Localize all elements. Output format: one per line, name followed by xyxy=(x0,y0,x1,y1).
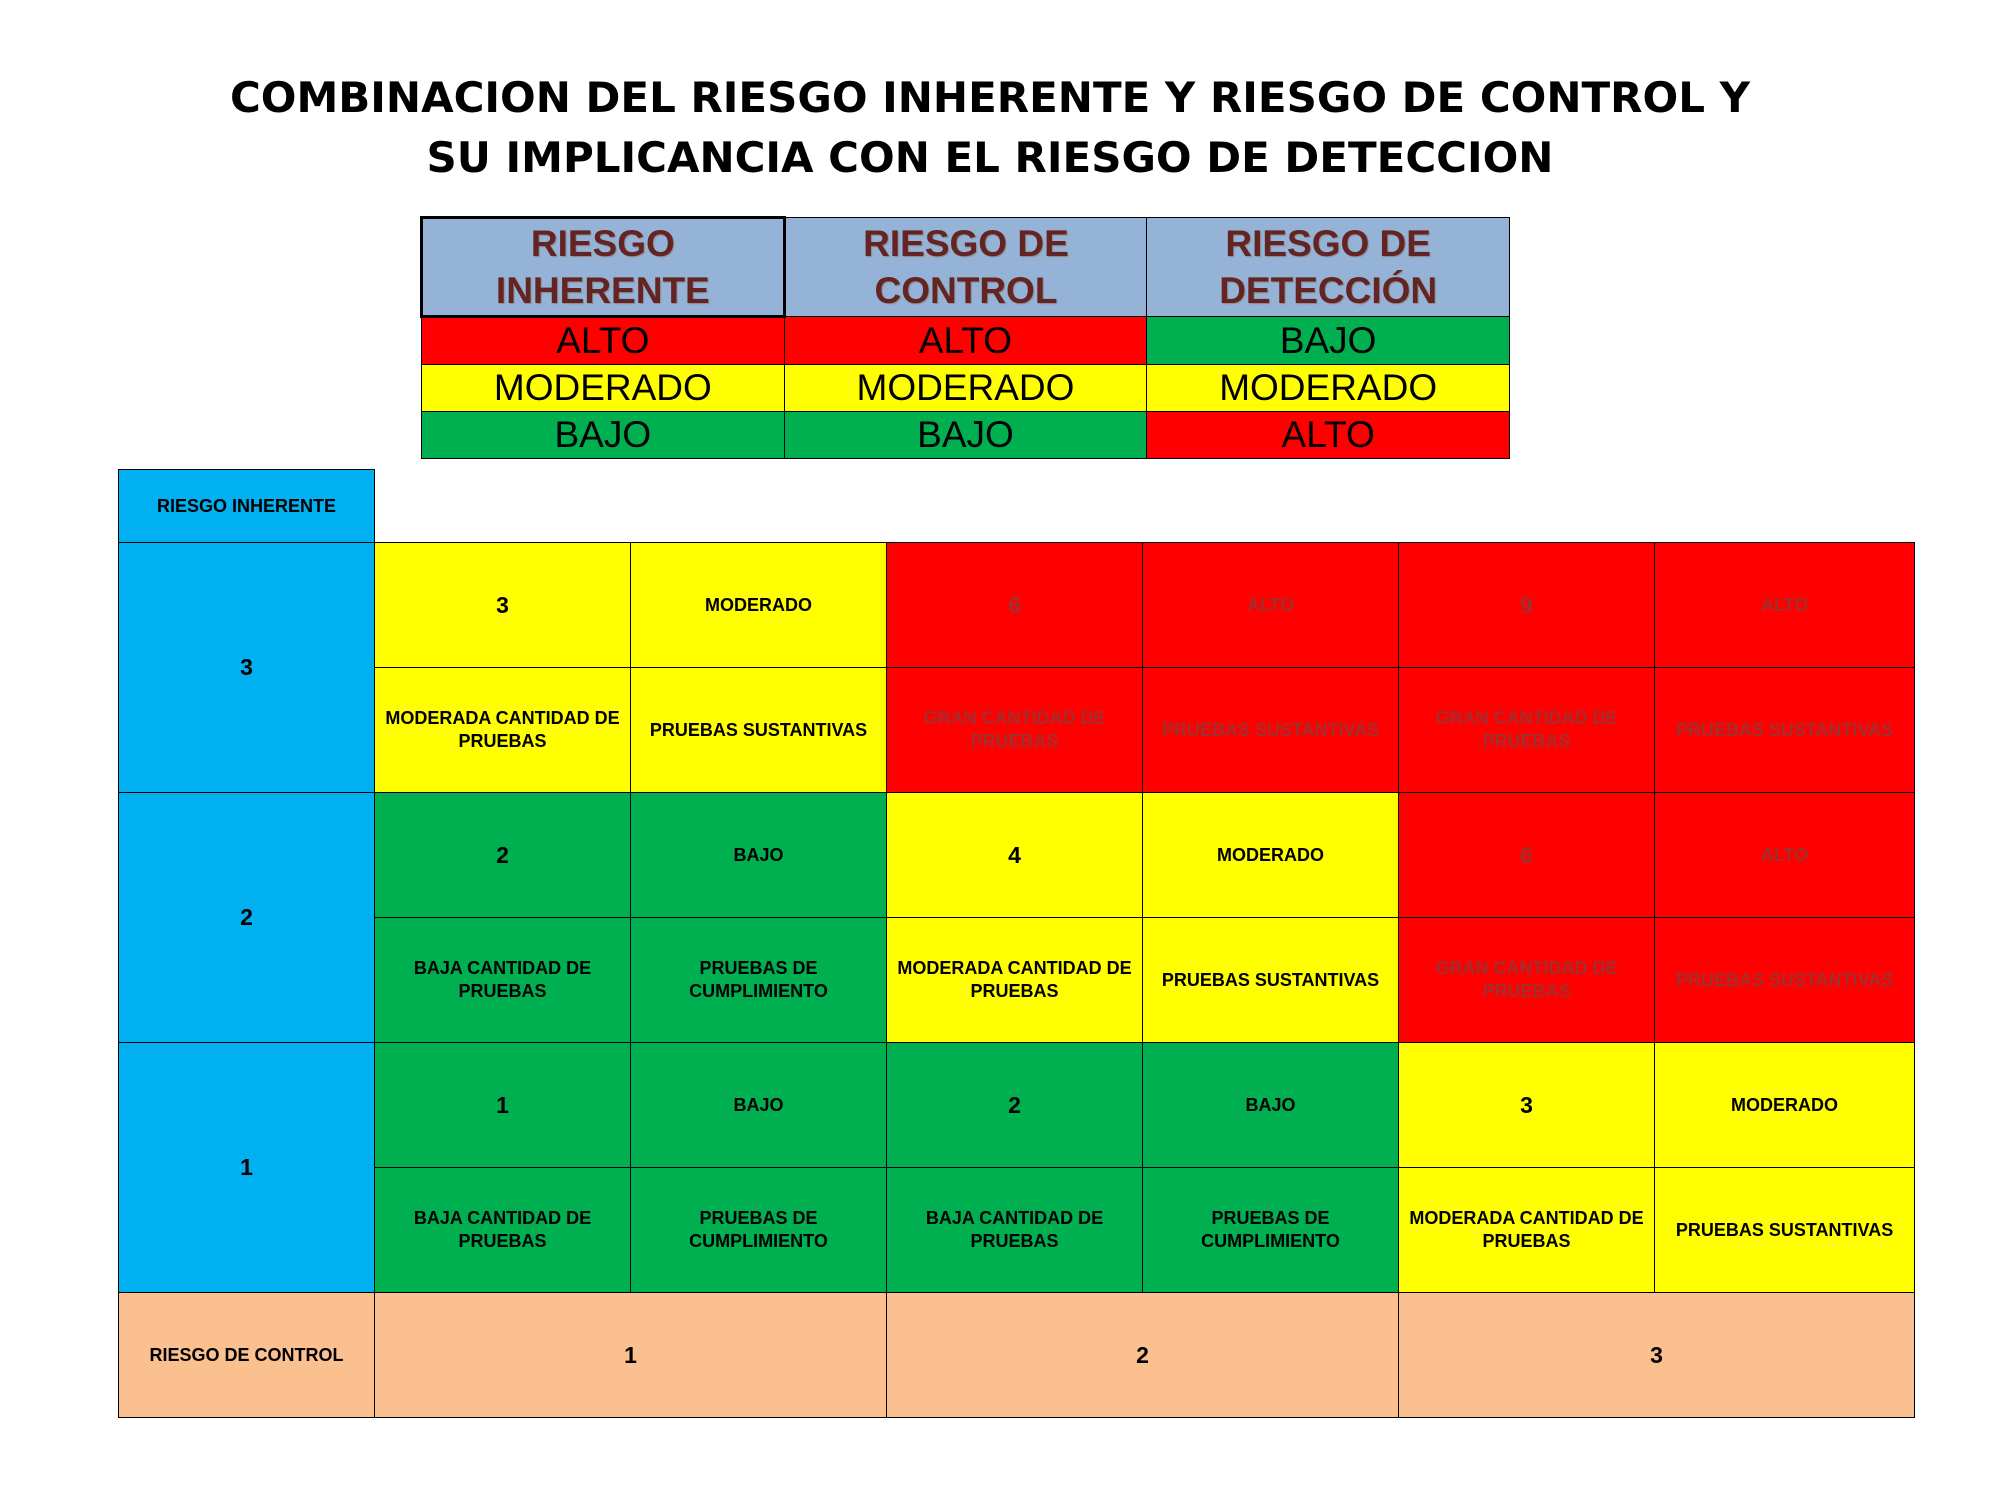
matrix-row-inherent-2-score xyxy=(119,793,1915,918)
title-line-2: SU IMPLICANCIA CON EL RIESGO DE DETECCION xyxy=(426,133,1554,182)
risk-legend-table xyxy=(420,216,1510,459)
matrix-level: BAJO xyxy=(631,1043,887,1168)
page-title xyxy=(0,68,1980,188)
matrix-level: MODERADO xyxy=(631,543,887,668)
matrix-test-amount: MODERADA CANTIDAD DE PRUEBAS xyxy=(1399,1168,1655,1293)
matrix-test-type: PRUEBAS DE CUMPLIMIENTO xyxy=(631,918,887,1043)
matrix-score: 4 xyxy=(887,793,1143,918)
matrix-score: 3 xyxy=(1399,1043,1655,1168)
matrix-level: BAJO xyxy=(1143,1043,1399,1168)
matrix-test-type: PRUEBAS DE CUMPLIMIENTO xyxy=(631,1168,887,1293)
matrix-test-amount: BAJA CANTIDAD DE PRUEBAS xyxy=(375,1168,631,1293)
legend-row xyxy=(422,317,1510,365)
title-line-1: COMBINACION DEL RIESGO INHERENTE Y RIESGO DE CONTROL Y xyxy=(229,73,1751,122)
matrix-level: MODERADO xyxy=(1143,793,1399,918)
legend-cell: MODERADO xyxy=(422,365,785,412)
legend-header-detection: RIESGO DE DETECCIÓN xyxy=(1147,218,1510,317)
legend-header-inherent: RIESGO INHERENTE xyxy=(422,218,785,317)
legend-cell: BAJO xyxy=(422,412,785,459)
matrix-level: ALTO xyxy=(1655,543,1915,668)
matrix-test-amount: MODERADA CANTIDAD DE PRUEBAS xyxy=(375,668,631,793)
matrix-test-amount: GRAN CANTIDAD DE PRUEBAS xyxy=(1399,668,1655,793)
inherent-level-1: 1 xyxy=(119,1043,375,1293)
matrix-test-amount: GRAN CANTIDAD DE PRUEBAS xyxy=(887,668,1143,793)
matrix-level: ALTO xyxy=(1655,793,1915,918)
legend-cell: MODERADO xyxy=(784,365,1147,412)
matrix-score: 3 xyxy=(375,543,631,668)
control-risk-label: RIESGO DE CONTROL xyxy=(119,1293,375,1418)
legend-header-row xyxy=(422,218,1510,317)
matrix-score: 9 xyxy=(1399,543,1655,668)
matrix-test-type: PRUEBAS DE CUMPLIMIENTO xyxy=(1143,1168,1399,1293)
matrix-row-inherent-3-score xyxy=(119,543,1915,668)
matrix-test-type: PRUEBAS SUSTANTIVAS xyxy=(1143,918,1399,1043)
matrix-test-amount: GRAN CANTIDAD DE PRUEBAS xyxy=(1399,918,1655,1043)
matrix-footer-row xyxy=(119,1293,1915,1418)
legend-row xyxy=(422,365,1510,412)
matrix-header-blank xyxy=(375,470,1915,543)
matrix-test-type: PRUEBAS SUSTANTIVAS xyxy=(1143,668,1399,793)
control-level-1: 1 xyxy=(375,1293,887,1418)
matrix-test-amount: BAJA CANTIDAD DE PRUEBAS xyxy=(375,918,631,1043)
control-level-2: 2 xyxy=(887,1293,1399,1418)
inherent-level-2: 2 xyxy=(119,793,375,1043)
risk-matrix-table xyxy=(118,469,1915,1418)
legend-cell: BAJO xyxy=(784,412,1147,459)
control-level-3: 3 xyxy=(1399,1293,1915,1418)
matrix-test-type: PRUEBAS SUSTANTIVAS xyxy=(631,668,887,793)
matrix-level: ALTO xyxy=(1143,543,1399,668)
matrix-score: 6 xyxy=(1399,793,1655,918)
matrix-level: MODERADO xyxy=(1655,1043,1915,1168)
legend-cell: BAJO xyxy=(1147,317,1510,365)
matrix-row-inherent-1-tests xyxy=(119,1168,1915,1293)
matrix-header-row xyxy=(119,470,1915,543)
matrix-test-amount: MODERADA CANTIDAD DE PRUEBAS xyxy=(887,918,1143,1043)
matrix-score: 6 xyxy=(887,543,1143,668)
matrix-score: 2 xyxy=(887,1043,1143,1168)
legend-cell: ALTO xyxy=(784,317,1147,365)
matrix-test-type: PRUEBAS SUSTANTIVAS xyxy=(1655,1168,1915,1293)
matrix-test-type: PRUEBAS SUSTANTIVAS xyxy=(1655,668,1915,793)
legend-cell: ALTO xyxy=(422,317,785,365)
matrix-row-inherent-3-tests xyxy=(119,668,1915,793)
legend-row xyxy=(422,412,1510,459)
inherent-level-3: 3 xyxy=(119,543,375,793)
matrix-row-inherent-2-tests xyxy=(119,918,1915,1043)
matrix-row-inherent-1-score xyxy=(119,1043,1915,1168)
matrix-score: 2 xyxy=(375,793,631,918)
inherent-risk-label: RIESGO INHERENTE xyxy=(119,470,375,543)
matrix-score: 1 xyxy=(375,1043,631,1168)
matrix-test-amount: BAJA CANTIDAD DE PRUEBAS xyxy=(887,1168,1143,1293)
legend-cell: MODERADO xyxy=(1147,365,1510,412)
legend-header-control: RIESGO DE CONTROL xyxy=(784,218,1147,317)
matrix-level: BAJO xyxy=(631,793,887,918)
matrix-test-type: PRUEBAS SUSTANTIVAS xyxy=(1655,918,1915,1043)
legend-cell: ALTO xyxy=(1147,412,1510,459)
